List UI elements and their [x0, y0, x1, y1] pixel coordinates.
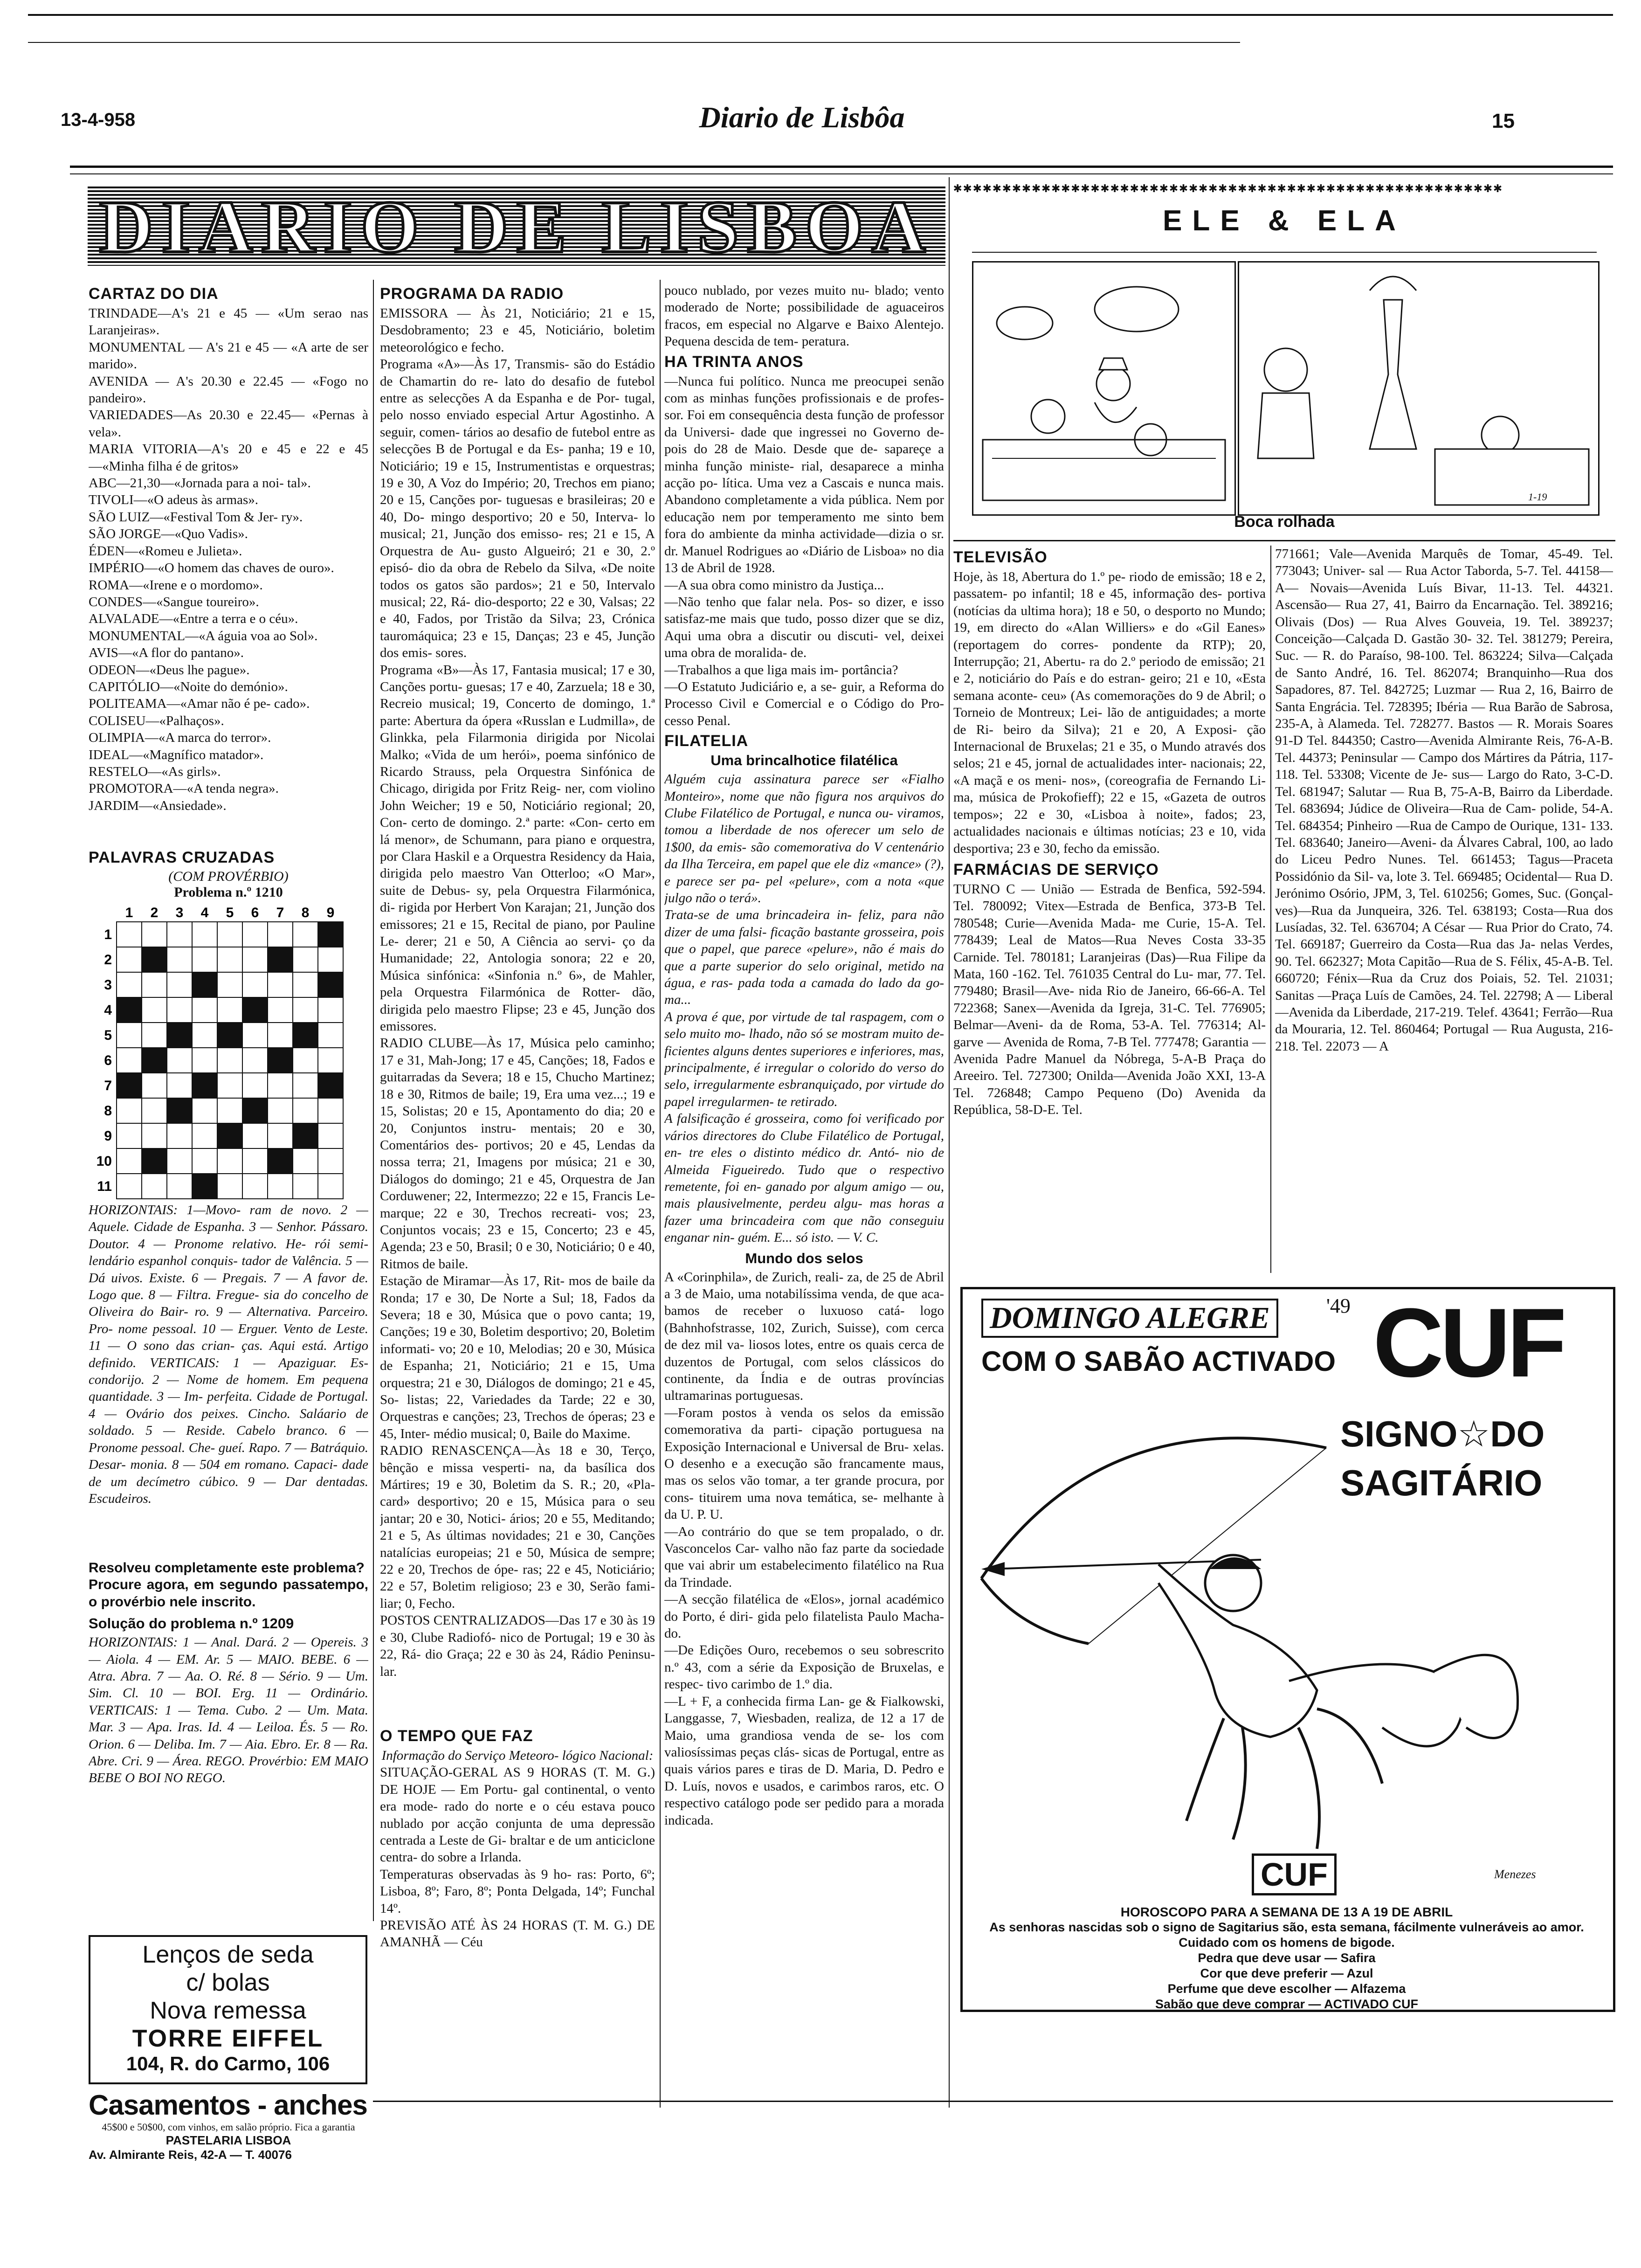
- crossword-cell: [318, 947, 343, 972]
- crossword-cell: [242, 947, 268, 972]
- crossword-cell: [167, 1174, 192, 1199]
- sagittarius-illustration: [963, 1429, 1611, 1863]
- crossword-cell: [242, 1174, 268, 1199]
- ad-cuf-brand: CUF: [1373, 1288, 1563, 1397]
- crossword-black-cell: [293, 1123, 318, 1148]
- crossword-black-cell: [268, 1148, 293, 1174]
- crossword-black-cell: [167, 1098, 192, 1123]
- ad-cuf-headline2: COM O SABÃO ACTIVADO: [981, 1346, 1336, 1377]
- comic-left-drawing: [973, 263, 1234, 514]
- crossword-cell: [117, 1048, 142, 1073]
- crossword-cell: [192, 1023, 217, 1048]
- crossword-cell: [268, 1098, 293, 1123]
- filatelia-body: Alguém cuja assinatura parece ser «Fialho Monteiro», nome que não figura nos arquivos do Clube Filatélico de Portugal, e nunca ou- viramos, tomou a liberdade de nos oferecer um selo de 1$00, da emis- são comemorativa do V centenário da Ilha Terceira, em papel que ele diz «mance» (?), e parece ser pa- pel «pelure», com a nota «que julgo não o terá». Trata-se de uma brincadeira in- feliz, para não dizer de uma falsi- ficação bastante grosseira, pois que o papel, que parece «pelure», não é mais do que a parte superior do selo original, metido na água, e ras- pada toda a camada do lado da go- ma... A prova é que, por virtude de tal raspagem, com o selo muito mo- lhado, não só se mostram muito de- ficientes alguns dentes superiores e inferiores, mas, principalmente, é irregular o colorido do verso do selo, irregularmente esbranquiçado, por virtude do papel irregularmen- te retirado. A falsificação é grosseira, como foi verificado por vários directores do Clube Filatélico de Portugal, en- tre eles o distinto médico dr. Antó- nio de Almeida Figueiredo. Tudo que o respectivo remetente, foi en- ganado por algum amigo — ou, mais plausivelmente, perdeu algu- mas horas a fazer uma brincadeira com que não conseguiu enganar nin- guém. E... só isto. — V. C.: [664, 772, 944, 1245]
- crossword-row-number: 8: [104, 1103, 112, 1119]
- horoscope-line-2: Cor que deve preferir — Azul: [1200, 1966, 1373, 1980]
- header-rule: [70, 166, 1613, 168]
- crossword-cell: [117, 1023, 142, 1048]
- trinta-anos-title: HA TRINTA ANOS: [664, 353, 804, 371]
- filatelia-subtitle: Uma brincalhotice filatélica: [710, 752, 898, 769]
- top-rule: [28, 14, 1613, 16]
- crossword-black-cell: [217, 1023, 242, 1048]
- crossword-cell: [318, 1148, 343, 1174]
- ele-ela-star-strip: ✱✱✱✱✱✱✱✱✱✱✱✱✱✱✱✱✱✱✱✱✱✱✱✱✱✱✱✱✱✱✱✱✱✱✱✱✱✱✱✱✱✱✱✱✱✱✱✱✱✱✱✱✱✱✱✱: [953, 180, 1503, 196]
- mundo-selos-title: Mundo dos selos: [745, 1250, 863, 1266]
- farmacias-body: TURNO C — União — Estrada de Benfica, 592-594. Tel. 780092; Vitex—Estrada de Benfica, 373-B Tel. 780548; Curie—Avenida Mada- me Curie, 15-A. Tel. 778439; Leal de Matos—Rua Neves Costa 33-35 Carnide. Tel. 780181; Laranjeiras (Das)—Rua Filipe da Mata, 160 -162. Tel. 761035 Central do Lu- mar, 77. Tel. 779480; Brasil—Ave- nida Rio de Janeiro, 66-66-A. Tel 722368; Sanex—Avenida da Igreja, 31-C. Tel. 776905; Belmar—Aveni- da de Roma, 53-A. Tel. 776314; Al- garve — Avenida de Roma, 7-B Tel. 777478; Garantia — Avenida Padre Manuel da Nóbrega, 5-A-B Praça do Areeiro. Tel. 727300; Onilda—Avenida João XXI, 13-A Tel. 726848; Campo Pequeno (Do) Avenida da República, 58-D-E. Tel.: [953, 881, 1266, 1118]
- ad-cuf-year: '49: [1326, 1294, 1351, 1317]
- crossword-black-cell: [167, 1023, 192, 1048]
- ele-ela-title-rule: [972, 252, 1597, 253]
- crossword-cell: [167, 1123, 192, 1148]
- ad-cuf-headline1: DOMINGO ALEGRE: [981, 1299, 1278, 1338]
- ad-lencos-line2: c/ bolas: [186, 1969, 270, 1996]
- crossword-cell: [293, 947, 318, 972]
- crossword-row-number: 9: [104, 1128, 112, 1144]
- crossword-cell: [117, 947, 142, 972]
- crossword-col-number: 6: [251, 905, 259, 920]
- crossword-black-cell: [318, 1073, 343, 1098]
- crossword-cell: [167, 922, 192, 947]
- section-logo-text: DIARIO DE LISBOA: [99, 187, 934, 266]
- section-logo: [88, 187, 945, 266]
- crossword-cell: [167, 947, 192, 972]
- crossword-row-number: 11: [97, 1179, 112, 1194]
- crossword-cell: [117, 1098, 142, 1123]
- ad-lencos-line3: Nova remessa: [150, 1997, 306, 2024]
- weather-continued: pouco nublado, por vezes muito nu- blado; vento moderado de Norte; possibilidade de aguaceiros fracos, em especial no Algarve e Baixo Alentejo. Pequena descida de tem- peratura.: [664, 283, 944, 349]
- ad-lencos: [89, 1935, 367, 2084]
- crossword-black-cell: [217, 1123, 242, 1148]
- ad-casamentos-line3: Av. Almirante Reis, 42-A — T. 40076: [89, 2148, 292, 2162]
- crossword-cell: [293, 1048, 318, 1073]
- star-icon: ☆: [1457, 1413, 1490, 1454]
- farmacias-title: FARMÁCIAS DE SERVIÇO: [953, 860, 1159, 878]
- ad-cuf-artist: Menezes: [1494, 1867, 1536, 1881]
- crossword-cell: [268, 972, 293, 997]
- tempo-intro: Informação do Serviço Meteoro- lógico Nacional:: [381, 1748, 654, 1763]
- crossword-cell: [117, 1123, 142, 1148]
- ad-casamentos: [89, 2089, 368, 2162]
- crossword-cell: [217, 1048, 242, 1073]
- comic-credit: 1-19: [1528, 491, 1547, 503]
- ad-lencos-line5: 104, R. do Carmo, 106: [126, 2053, 330, 2074]
- ad-lencos-line4: TORRE EIFFEL: [132, 2025, 324, 2052]
- crossword-black-cell: [242, 1098, 268, 1123]
- crossword-black-cell: [293, 1023, 318, 1048]
- column-1: [89, 282, 368, 1928]
- column-4b: [1275, 546, 1613, 1273]
- crossword-row-number: 10: [96, 1154, 112, 1169]
- crossword-cell: [293, 1148, 318, 1174]
- crossword-row-number: 5: [104, 1028, 112, 1043]
- crossword-cell: [217, 1098, 242, 1123]
- crossword-cell: [167, 972, 192, 997]
- crossword-cell: [293, 1073, 318, 1098]
- crossword-col-number: 8: [301, 905, 310, 920]
- crossword-cell: [217, 947, 242, 972]
- col-divider-4: [1270, 546, 1271, 1273]
- crossword-cell: [217, 997, 242, 1023]
- crossword-cell: [293, 1098, 318, 1123]
- column-2: [380, 282, 655, 2101]
- crossword-black-cell: [142, 1148, 167, 1174]
- horoscope-line-4: Sabão que deve comprar — ACTIVADO CUF: [1155, 1997, 1419, 2011]
- tempo-body: SITUAÇÃO-GERAL AS 9 HORAS (T. M. G.) DE HOJE — Em Portu- gal continental, o vento era mode- rado do norte e o céu estava pouco nublado por acção conjunta de uma depressão centrada a Leste de Gi- braltar e de um anticiclone centra- do sobre a Irlanda. Temperaturas observadas às 9 ho- ras: Porto, 6º; Lisboa, 8º; Faro, 8º; Ponta Delgada, 14º; Funchal 14º. PREVISÃO ATÉ ÀS 24 HORAS (T. M. G.) DE AMANHÃ — Céu: [380, 1765, 655, 1950]
- crossword-cell: [192, 922, 217, 947]
- crossword-cell: [217, 972, 242, 997]
- crossword-cell: [117, 1148, 142, 1174]
- televisao-body: Hoje, às 18, Abertura do 1.º pe- riodo de emissão; 18 e 2, passatem- po infantil; 18 e 45, informação des- portiva (notícias da ultima hora); 18 e 50, o desporto no Mundo; 19, em directo do «Alan Williers» e do «Gil Eanes» (reportagem do corres- pondente da RTP); 20, Interrupção; 21, Abertu- ra do 2.º periodo de emissão; 21 e 2, noticiário do País e do estran- geiro; 21 e 10, «Esta semana aconte- ceu» (As comemorações do 9 de Abril; o Torneio de Montreux; Lei- lão de antiguidades; a morte de Ri- beiro da Silva); 21 e 20, A Exposi- ção Internacional de Bruxelas; 21 e 35, o Mundo através dos selos; 21 e 45, jornal de actualidades inter- nacionais; 22, «A maçã e os meni- nos», (coreografia de Fernando Li- ma, música de Prokofieff); 22 e 15, «Gazeta de outros tempos»; 22 e 30, «Lisboa à noite», fados; 23, actualidades nacionais e últimas notícias; 23 e 10, vida desportiva; 23 e 30, fecho da emissão.: [953, 569, 1266, 856]
- ad-cuf-sign-do: DO: [1490, 1413, 1545, 1454]
- crossword-subtitle: (COM PROVÉRBIO): [168, 869, 289, 884]
- crossword-black-cell: [242, 997, 268, 1023]
- comic-caption: Boca rolhada: [1234, 513, 1335, 531]
- crossword-black-cell: [318, 972, 343, 997]
- crossword-col-number: 3: [175, 905, 184, 920]
- issue-date: 13-4-958: [61, 110, 136, 130]
- crossword-prompt: Resolveu completamente este problema? Procure agora, em segundo passatempo, o provérbio nele inscrito.: [89, 1560, 368, 1610]
- filatelia-title: FILATELIA: [664, 732, 749, 750]
- crossword-row-number: 7: [104, 1078, 112, 1093]
- crossword-svg: [89, 903, 368, 1202]
- crossword-cell: [192, 1148, 217, 1174]
- ad-casamentos-title: Casamentos - anches: [89, 2089, 367, 2121]
- crossword-cell: [268, 997, 293, 1023]
- crossword-cell: [242, 1023, 268, 1048]
- comic-panel-right: [1238, 261, 1600, 516]
- comic-right-drawing: [1239, 263, 1598, 514]
- ele-ela-title: ELE & ELA: [1163, 205, 1406, 237]
- trinta-anos-body: —Nunca fui político. Nunca me preocupei senão com as minhas funções profissionais e de profes- sor. Foi em consequência desta função de professor da Universi- dade que ingressei no Governo de- pois do 28 de Maio. Desde que de- sapareçe a minha função ministe- rial, desaparece a minha acção po- lítica. Uma vez a Cascais e nunca mais. Abandono completamente a vida pública. Nem por educação nem por temperamento me sinto bem fora do ambiente da minha actividade—dizia o sr. dr. Manuel Rodrigues ao «Diário de Lisboa» no dia 13 de Abril de 1928. —A sua obra como ministro da Justiça... —Não tenho que falar nela. Pos- so dizer, e isso satisfaz-me mais que tudo, posso dizer que se diz, Aqui uma obra a discutir ou discuti- vel, deixei uma obra de moralida- de. —Trabalhos a que liga mais im- portância? —O Estatuto Judiciário e, a se- guir, a Reforma do Processo Civil e Comercial e o Código do Pro- cesso Penal.: [664, 373, 944, 728]
- crossword-cell: [167, 997, 192, 1023]
- crossword-cell: [293, 1174, 318, 1199]
- crossword-cell: [293, 997, 318, 1023]
- crossword-cell: [167, 1048, 192, 1073]
- crossword-cell: [192, 1048, 217, 1073]
- comic-panel-left: [972, 261, 1236, 516]
- ad-lencos-line1: Lenços de seda: [142, 1941, 314, 1968]
- crossword-cell: [192, 997, 217, 1023]
- col-divider-2: [660, 280, 661, 2108]
- col-divider-1: [373, 280, 374, 1921]
- crossword-cell: [117, 922, 142, 947]
- crossword-cell: [318, 1098, 343, 1123]
- column-4a: [953, 546, 1266, 1273]
- crossword-cell: [318, 1048, 343, 1073]
- crossword-cell: [242, 972, 268, 997]
- solution-title: Solução do problema n.º 1209: [89, 1615, 294, 1632]
- crossword-cell: [242, 1123, 268, 1148]
- crossword-cell: [318, 1123, 343, 1148]
- horoscope-line-1: Pedra que deve usar — Safira: [1198, 1951, 1376, 1965]
- crossword-black-cell: [142, 1048, 167, 1073]
- crossword-col-number: 1: [125, 905, 133, 920]
- col-divider-3: [949, 177, 950, 2108]
- crossword-cell: [217, 922, 242, 947]
- crossword-cell: [293, 922, 318, 947]
- ad-cuf-sign-word: SIGNO: [1340, 1413, 1458, 1454]
- cartaz-body: TRINDADE—A's 21 e 45 — «Um serao nas Laranjeiras». MONUMENTAL — A's 21 e 45 — «A arte de ser marido». AVENIDA — A's 20.30 e 22.45 — «Fogo no pandeiro». VARIEDADES—As 20.30 e 22.45— «Pernas à vela». MARIA VITORIA—A's 20 e 45 e 22 e 45—«Minha filha é de gritos» ABC—21,30—«Jornada para a noi- tal». TIVOLI—«O adeus às armas». SÃO LUIZ—«Festival Tom & Jer- ry». SÃO JORGE—«Quo Vadis». ÉDEN—«Romeu e Julieta». IMPÉRIO—«O homem das chaves de ouro». ROMA—«Irene e o mordomo». CONDES—«Sangue toureiro». ALVALADE—«Entre a terra e o céu». MONUMENTAL—«A águia voa ao Sol». AVIS—«A flor do pantano». ODEON—«Deus lhe pague». CAPITÓLIO—«Noite do demónio». POLITEAMA—«Amar não é pe- cado». COLISEU—«Palhaços». OLIMPIA—«A marca do terror». IDEAL—«Magnífico matador». RESTELO—«As girls». PROMOTORA—«A tenda negra». JARDIM—«Ansiedade».: [89, 306, 368, 813]
- crossword-cell: [192, 1123, 217, 1148]
- crossword-black-cell: [192, 1073, 217, 1098]
- crossword-cell: [192, 1098, 217, 1123]
- crossword-cell: [167, 1073, 192, 1098]
- crossword-cell: [142, 1023, 167, 1048]
- top-rule-2: [28, 42, 1240, 43]
- crossword-clues: HORIZONTAIS: 1—Movo- ram de novo. 2 — Aquele. Cidade de Espanha. 3 — Senhor. Pássaro. Doutor. 4 — Pronome relativo. He- rói semi-lendário espanhol conquis- tador de Valência. 5 — Dá uivos. Existe. 6 — Pregais. 7 — A favor de. Logo que. 8 — Filtra. Fregue- sia do concelho de Oliveira do Bair- ro. 9 — Alternativa. Parceiro. Pro- nome pessoal. 10 — Erguer. Vento de Leste. 11 — O sono das crian- ças. Aqui está. Artigo definido. VERTICAIS: 1 — Apaziguar. Es- condorijo. 2 — Nome de homem. Em pequena quantidade. 3 — Im- perfeita. Cidade de Portugal. 4 — Ovário dos peixes. Cincho. Saláario de soldado. 5 — Reside. Cabelo branco. 6 — Pronome pessoal. Che- gueí. Rapo. 7 — Batráquio. Desar- monia. 8 — 504 em romano. Capaci- dade de um decímetro cúbico. 9 — Dar dentadas. Escudeiros.: [89, 1203, 368, 1506]
- crossword-black-cell: [268, 947, 293, 972]
- horoscope-intro: As senhoras nascidas sob o signo de Sagitarius são, esta semana, fácilmente vulneráveis ao amor. Cuidado com os homens de bigode.: [989, 1920, 1584, 1950]
- crossword-cell: [117, 972, 142, 997]
- horoscope-title: HOROSCOPO PARA A SEMANA DE 13 A 19 DE ABRIL: [1120, 1905, 1453, 1919]
- crossword-col-number: 4: [200, 905, 209, 920]
- crossword-cell: [318, 997, 343, 1023]
- horoscope: [977, 1905, 1597, 2012]
- crossword-black-cell: [318, 922, 343, 947]
- crossword-cell: [318, 1174, 343, 1199]
- ad-casamentos-line1: 45$00 e 50$00, com vinhos, em salão próprio. Fica a garantia: [102, 2121, 355, 2133]
- crossword-col-number: 5: [226, 905, 234, 920]
- crossword-cell: [217, 1073, 242, 1098]
- column-3: [664, 282, 944, 2101]
- crossword-cell: [142, 1123, 167, 1148]
- crossword-cell: [167, 1148, 192, 1174]
- crossword-cell: [242, 1073, 268, 1098]
- crossword-cell: [142, 1174, 167, 1199]
- section-logo-graphic: [88, 187, 945, 266]
- ad-cuf-sign2: SAGITÁRIO: [1340, 1462, 1543, 1503]
- crossword-cell: [293, 972, 318, 997]
- crossword-cell: [142, 997, 167, 1023]
- crossword-cell: [142, 972, 167, 997]
- crossword-problem: Problema n.º 1210: [174, 885, 283, 900]
- crossword-cell: [142, 1073, 167, 1098]
- masthead: Diario de Lisbôa: [699, 101, 905, 134]
- ad-cuf: [960, 1287, 1615, 2012]
- crossword-cell: [268, 1174, 293, 1199]
- crossword-cell: [242, 1048, 268, 1073]
- crossword-black-cell: [192, 1174, 217, 1199]
- crossword-row-number: 1: [104, 927, 112, 942]
- crossword-cell: [268, 1073, 293, 1098]
- crossword-cell: [318, 1023, 343, 1048]
- crossword-cell: [268, 1123, 293, 1148]
- radio-title: PROGRAMA DA RADIO: [380, 285, 564, 303]
- crossword-cell: [242, 922, 268, 947]
- header-rule-thin: [70, 173, 1613, 174]
- crossword-cell: [142, 1098, 167, 1123]
- crossword-cell: [268, 922, 293, 947]
- crossword-grid: [89, 903, 368, 1202]
- crossword-cell: [217, 1148, 242, 1174]
- crossword-black-cell: [192, 972, 217, 997]
- farmacias-body-2: 771661; Vale—Avenida Marquês de Tomar, 45-49. Tel. 773043; Univer- sal — Rua Actor Taborda, 5-7. Tel. 44158—A— Novais—Avenida Luís Bivar, 11-13. Tel. 44321. Ascensão— Rua 27, 41, Bairro da Encarnação. Tel. 389216; Olivais (Dos) — Rua Alves Gouveia, 19. Tel. 389237; Conceição—Calçada D. Gastão 30- 32. Tel. 381279; Pereira, Suc. — R. do Paraíso, 98-100. Tel. 863224; Silva—Calçada de Santo André, 16. Tel. 862074; Branquinho—Rua dos Sapadores, 87. Tel. 842725; Luzmar — Rua 2, 16, Bairro de Santa Engrácia. Tel. 728395; Ibéria — Rua Barão de Sabrosa, 235-A, à Alameda. Tel. 728277. Bastos — R. Morais Soares 91-D Tel. 844350; Castro—Avenida Almirante Reis, 76-A-B. Tel. 44373; Peninsular — Campo dos Mártires da Pátria, 117-118. Tel. 53308; Vicente de Je- sus— Largo do Rato, 3-C-D. Tel. 681947; Salutar — Rua B, 75-A-B, Bairro da Liberdade. Tel. 683694; Júdice de Oliveira—Rua de Cam- polide, 54-A. Tel. 684354; Pinheiro —Rua de Campo de Ourique, 131- 133. Tel. 683640; Janeiro—Aveni- da Álvares Cabral, 100, ao lado do Liceu Pedro Nunes. Tel. 661453; Tagus—Praceta Possidónio da Sil- va, lote 3. Tel. 669485; Ocidental— Rua D. Jerónimo Osório, JPM, 3, Tel. 610256; Gomes, Suc. (Gonçal- ves)—Rua da Junqueira, 326. Tel. 638193; Costa—Rua dos Lusíadas, 32. Tel. 636704; A César — Rua Prior do Crato, 74. Tel. 669187; Guerreiro da Costa—Rua das Ja- nelas Verdes, 90. Tel. 662327; Mota Capitão—Rua de S. Félix, 45-A-B. Tel. 660720; Fénix—Rua da Cruz dos Poiais, 52. Tel. 21031; Sanitas —Praça Luís de Camões, 24. Tel. 22798; A — Liberal—Avenida da Liberdade, 217-219. Telef. 43641; Ferrão—Rua da Mouraria, 12. Tel. 860464; Portugal — Rua Augusta, 216-218. Tel. 22073 — A: [1275, 546, 1613, 1054]
- crossword-cell: [117, 1174, 142, 1199]
- crossword-cell: [192, 947, 217, 972]
- crossword-row-number: 2: [104, 952, 112, 968]
- crossword-black-cell: [117, 997, 142, 1023]
- crossword-title: PALAVRAS CRUZADAS: [89, 849, 275, 866]
- crossword-row-number: 6: [104, 1053, 112, 1068]
- televisao-title: TELEVISÃO: [953, 548, 1048, 566]
- crossword-black-cell: [268, 1048, 293, 1073]
- crossword-cell: [242, 1148, 268, 1174]
- crossword-col-number: 9: [326, 905, 335, 920]
- solution-body: HORIZONTAIS: 1 — Anal. Dará. 2 — Opereis. 3 — Aiola. 4 — EM. Ar. 5 — MAIO. BEBE. 6 — Atra. Abra. 7 — Aa. O. Ré. 8 — Sério. 9 — Um. Sim. Cl. 10 — BOI. Erg. 11 — Ordinário. VERTICAIS: 1 — Tema. Cubo. 2 — Um. Mata. Mar. 3 — Apa. Iras. Id. 4 — Leiloa. És. 5 — Ro. Orion. 6 — Deliba. Im. 7 — Aia. Ebro. Er. 8 — Ra. Abre. Cri. 9 — Área. REGO. Provérbio: EM MAIO BEBE O BOI NO REGO.: [89, 1635, 368, 1786]
- horoscope-line-3: Perfume que deve escolher — Alfazema: [1167, 1982, 1406, 1996]
- crossword-row-number: 3: [104, 977, 112, 993]
- crossword-col-number: 2: [150, 905, 159, 920]
- crossword-black-cell: [117, 1073, 142, 1098]
- mundo-selos-body: A «Corinphila», de Zurich, reali- za, de 25 de Abril a 3 de Maio, uma notabilíssima venda, de que aca- bamos de receber o luxuoso catá- logo (Bahnhofstrasse, 102, Zurich, Suisse), com cerca de dez mil va- liosos lotes, entre os quais cerca de duzentos de Portugal, com selos clássicos do continente, da Índia e de outras províncias ultramarinas portuguesas. —Foram postos à venda os selos da emissão comemorativa da parti- cipação portuguesa na Exposição Internacional e Universal de Bru- xelas. O desenho e a execução são francamente maus, mas os selos vão tomar, a ter grande procura, por cons- tituirem uma nova temática, se- melhante à da U. P. U. —Ao contrário do que se tem propalado, o dr. Vasconcelos Car- valho não faz parte da sociedade que vai abrir um estabelecimento filatélico na Rua da Trindade. —A secção filatélica de «Elos», jornal académico do Porto, é diri- gida pelo filatelista Paulo Macha- do. —De Edições Ouro, recebemos o seu sobrescrito n.º 43, com a série da Exposição de Bruxelas, e respec- tivo carimbo de 1.º dia. —L + F, a conhecida firma Lan- ge & Fialkowski, Langgasse, 7, Wiesbaden, realiza, de 12 a 17 de Maio, uma grandiosa venda de se- los com valiosíssimas peças clás- sicas de Portugal, entre as quais vários pares e tiras de D. Maria, D. Pedro e D. Luís, novos e usados, e carimbos raros, etc. O respectivo catálogo pode ser pedido para a morada indicada.: [664, 1269, 944, 1828]
- ad-cuf-box-label: CUF: [1252, 1853, 1337, 1895]
- radio-body: EMISSORA — Às 21, Noticiário; 21 e 15, Desdobramento; 23 e 45, Noticiário, boletim meteorológico e fecho. Programa «A»—Às 17, Transmis- são do Estádio de Chamartin do re- lato do desafio de futebol entre as selecções A da Espanha e de Por- tugal, pelo nosso enviado especial Artur Agostinho. A seguir, comen- tários ao desafio de futebol entre as selecções B de Portugal e da Es- panha; 19 e 10, Noticiário; 19 e 15, Instrumentistas e orquestras; 19 e 30, A Voz do Império; 20, Trechos em piano; 20 e 15, Canções por- tuguesas e brasileiras; 20 e 40, Do- mingo desportivo; 20 e 50, Interva- lo musical; 21, Junção dos emisso- res; 21 e 15, A Orquestra de Au- gusto Algueiró; 21 e 30, 2.º episó- dio da obra de Rebelo da Silva, «De noite todos os gatos são pardos»; 21 e 50, Intervalo musical; 22, Rá- dio-desporto; 22 e 30, Valsas; 22 e 40, Fados, por Tristão da Silva; 23, Crónica tauromáquica; 23 e 15, Danças; 23 e 45, Junção dos emis- sores. Programa «B»—Às 17, Fantasia musical; 17 e 30, Canções portu- guesas; 17 e 40, Zarzuela; 18 e 30, Recreio musical; 19, Concerto de domingo, 1.ª parte: Abertura da ópera «Russlan e Ludmilla», de Glinkka, pela Filarmonia dirigida por Nicolai Malko; «Vida de um herói», poema sinfónico de Ricardo Strauss, pela Orquestra Sinfónica de Chicago, dirigida por Fritz Reig- ner, com violino John Weicher; 19 e 50, Noticiário regional; 20, Con- certo de domingo. 2.ª parte: «Con- certo em lá menor», de Schumann, para piano e orquestra, por Clara Haskil e a Orquestra Residency da Haia, dirigida pelo maestro Van Otterloo; «O Mar», suite de Debus- sy, pela Orquestra Filarmónica, di- rigida por Herbert Von Karajan; 21, Junção dos emissores; 21 e 15, Recital de piano, por Pauline Le- derer; 21 e 50, A Ciência ao servi- ço da Humanidade; 22, Antologia sonora; 22 e 20, Música sinfónica: «Sinfonia n.º 6», de Mahler, pela Orquestra Filarmónica de Rotter- dão, dirigida pelo maestro Flipse; 23 e 45, Junção dos emissores. RADIO CLUBE—Às 17, Música pelo caminho; 17 e 31, Mah-Jong; 17 e 45, Canções; 18, Fados e guitarradas da Severa; 18 e 15, Chucho Martinez; 18 e 30, Ritmos de baile; 19, Era uma vez...; 19 e 15, Solistas; 20 e 15, Apontamento do dia; 20 e 20, Conjuntos instru- mentais; 20 e 30, Comentários des- portivos; 20 e 45, Lendas da nossa terra; 21, Imagens por música; 21 e 30, Diálogos do domingo; 21 e 45, Orquestra de Jan Corduwener; 22, Intermezzo; 22 e 15, Francis Le- marque; 22 e 30, Trechos recreati- vos; 23, Conjuntos vocais; 23 e 15, Concerto; 23 e 45, Agenda; 23 e 50, Brasil; 0 e 30, Noticiário; 0 e 40, Ritmos de baile. Estação de Miramar—Às 17, Rit- mos de baile da Ronda; 17 e 30, De Norte a Sul; 18, Fados da Severa; 18 e 30, Música que o povo canta; 19, Canções; 19 e 30, Boletim desportivo; 20, Boletim informati- vo; 20 e 10, Melodias; 20 e 30, Música de Espanha; 21, Noticiário; 21 e 15, Uma orquestra; 21 e 30, Diálogos de domingo; 21 e 45, So- listas; 22, Variedades da Tarde; 22 e 30, Orquestras e canções; 23, Trechos de óperas; 23 e 45, Inter- médio musical; 0, Baile do Maxime. RADIO RENASCENÇA—Às 18 e 30, Terço, bênção e missa vesperti- na, da basílica dos Mártires; 19 e 30, Boletim da S. R.; 20, «Pla- card» desportivo; 20 e 15, Música para o seu jantar; 20 e 30, Notici- ários; 20 e 55, Meditando; 21 e 5, As últimas novidades; 21 e 30, Canções natalícias europeias; 21 e 50, Música de sempre; 22 e 20, Trechos de ópe- ras; 22 e 45, Noticiário; 22 e 57, Boletim religioso; 23 e 30, Serão fami- liar; 0, Fecho. POSTOS CENTRALIZADOS—Das 17 e 30 às 19 e 30, Clube Radiofó- nico de Portugal; 19 e 30 às 22, Rá- dio Graça; 22 e 30 às 24, Rádio Peninsu- lar.: [380, 306, 655, 1679]
- crossword-cell: [217, 1174, 242, 1199]
- bottom-rule: [373, 2101, 1613, 2102]
- crossword-cell: [268, 1023, 293, 1048]
- crossword-cell: [142, 922, 167, 947]
- cartaz-title: CARTAZ DO DIA: [89, 285, 219, 303]
- crossword-black-cell: [142, 947, 167, 972]
- crossword-row-number: 4: [104, 1003, 112, 1018]
- tempo-title: O TEMPO QUE FAZ: [380, 1727, 533, 1745]
- ad-casamentos-line2: PASTELARIA LISBOA: [165, 2133, 291, 2147]
- ele-ela-border-top: [953, 180, 1615, 198]
- crossword-col-number: 7: [276, 905, 284, 920]
- comic-bottom-rule: [953, 540, 1615, 541]
- page-number: 15: [1492, 110, 1515, 132]
